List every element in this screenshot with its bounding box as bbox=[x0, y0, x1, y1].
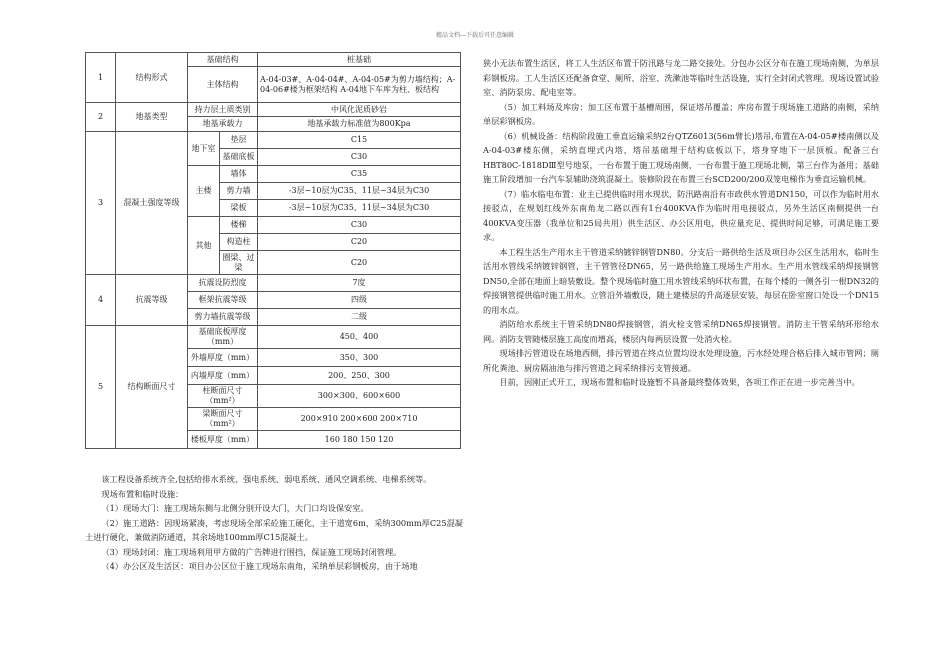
item-label: 基础底板厚度（mm） bbox=[188, 326, 258, 349]
item-value: C35 bbox=[258, 166, 461, 183]
item-label: 抗震设防烈度 bbox=[188, 275, 258, 292]
paragraph: （1）现场大门：施工现场东侧与北侧分别开设大门，大门口均设保安室。 bbox=[101, 503, 369, 513]
item-value: C15 bbox=[258, 132, 461, 149]
item-value: 地基承载力标准值为800Kpa bbox=[258, 117, 461, 132]
paragraph: 目前，因刚正式开工，现场布置和临时设施暂不具备最终整体效果，各项工作正在进一步完善当中。 bbox=[499, 377, 860, 387]
left-column-text bbox=[85, 472, 463, 574]
project-overview-table bbox=[85, 52, 461, 449]
item-label: 外墙厚度（mm） bbox=[188, 349, 258, 367]
table-row bbox=[86, 275, 461, 292]
item-label: 基础结构 bbox=[188, 53, 258, 67]
category-cell: 混凝土强度等级 bbox=[116, 132, 188, 275]
paragraph: 狭小无法布置生活区，将工人生活区布置于防汛路与龙二路交接处。分包办公区分布在施工现场南侧，为单层彩钢板房。工人生活区还配备食堂、厕所、浴室、洗漱池等临时生活设施，实行全封闭式管理。现场设置试验室、消防泵房、配电室等。 bbox=[483, 58, 879, 97]
row-number: 2 bbox=[86, 103, 116, 132]
item-label: 主体结构 bbox=[188, 67, 258, 103]
item-value: C30 bbox=[258, 149, 461, 166]
item-label: 梁断面尺寸（mm²） bbox=[188, 408, 258, 431]
item-value: A-04-03#、A-04-04#、A-04-05#为剪力墙结构；A-04-06#楼为框架结构 A-04地下车库为柱、板结构 bbox=[258, 67, 461, 103]
table-row bbox=[86, 53, 461, 67]
table-row bbox=[86, 326, 461, 349]
paragraph: （5）加工料场及库房：加工区布置于基槽周围，保证塔吊覆盖；库房布置于现场施工道路的南侧，采纳单层彩钢板房。 bbox=[483, 101, 879, 126]
category-cell: 抗震等级 bbox=[116, 275, 188, 326]
category-cell: 结构形式 bbox=[116, 53, 188, 103]
item-label: 楼板厚度（mm） bbox=[188, 431, 258, 449]
item-label: 剪力墙抗震等级 bbox=[188, 309, 258, 326]
paragraph: （4）办公区及生活区：项目办公区位于施工现场东南角，采纳单层彩钢板房，由于场地 bbox=[101, 561, 418, 571]
paragraph: 现场布置和临时设施： bbox=[101, 488, 184, 499]
paragraph: （6）机械设备：结构阶段施工垂直运输采纳2台QTZ6013(56m臂长)塔吊,布置在A-04-05#楼南侧以及A-04-03#楼东侧，采纳直埋式内塔，塔吊基础埋于结构底板以下，塔身穿地下一层顶板。配备三台HBT80C-1818DⅢ型号地泵，一台布置于施工现场南侧，一台布置于施工现场北侧，第三台作为备用；基础施工阶段增加一台汽车泵辅助浇筑混凝土。装修阶段在布置三台SCD200/200双笼电梯作为垂直运输机械。 bbox=[483, 130, 879, 184]
item-value: 二级 bbox=[258, 309, 461, 326]
item-value: 桩基础 bbox=[258, 53, 461, 67]
page-header: 精品文档---下载后可任意编辑 bbox=[435, 32, 515, 39]
paragraph: （3）现场封闭：施工现场利用甲方做的广告牌进行围挡，保证施工现场封闭管理。 bbox=[101, 546, 402, 557]
paragraph: （2）施工道路：因现场紧凑，考虑现场全部采砼施工硬化，主干道宽6m，采纳300mm厚C25混凝土进行硬化，兼做消防通道，其余场地100mm厚C15混凝土。 bbox=[85, 517, 463, 542]
paragraph: 消防给水系统主干管采纳DN80焊接钢管，消火栓支管采纳DN65焊接钢管。消防主干管采纳环形给水网。消防支管随楼层施工高度而增高，楼层内每两层设置一处消火栓。 bbox=[483, 319, 879, 344]
row-number: 5 bbox=[86, 326, 116, 449]
item-label: 柱断面尺寸（mm²） bbox=[188, 385, 258, 408]
item-value: 200×910 200×600 200×710 bbox=[258, 408, 461, 431]
row-number: 3 bbox=[86, 132, 116, 275]
group-label: 其他 bbox=[188, 217, 220, 275]
item-label: 框架抗震等级 bbox=[188, 292, 258, 309]
item-label: 地基承载力 bbox=[188, 117, 258, 132]
item-value: 160 180 150 120 bbox=[258, 431, 461, 449]
item-label: 构造柱 bbox=[220, 234, 258, 251]
group-label: 地下室 bbox=[188, 132, 220, 166]
category-cell: 地基类型 bbox=[116, 103, 188, 132]
table-row bbox=[86, 132, 461, 149]
item-label: 梁板 bbox=[220, 200, 258, 217]
item-value: -3层~10层为C35、11层~34层为C30 bbox=[258, 183, 461, 200]
item-label: 持力层土质类别 bbox=[188, 103, 258, 117]
item-value: 7度 bbox=[258, 275, 461, 292]
item-label: 楼梯 bbox=[220, 217, 258, 234]
item-value: 300×300、600×600 bbox=[258, 385, 461, 408]
paragraph: 现场排污管道设在场地西侧，排污管道在终点位置均设水处理设施，污水经处理合格后排入城市管网；厕所化粪池、厨房隔油池与排污管道之间采纳排污支管接通。 bbox=[483, 348, 879, 373]
item-value: 350、300 bbox=[258, 349, 461, 367]
item-label: 圈梁、过梁 bbox=[220, 251, 258, 275]
item-value: C20 bbox=[258, 234, 461, 251]
item-value: C30 bbox=[258, 217, 461, 234]
item-value: C20 bbox=[258, 251, 461, 275]
item-value: 450、400 bbox=[258, 326, 461, 349]
item-label: 内墙厚度（mm） bbox=[188, 367, 258, 385]
row-number: 1 bbox=[86, 53, 116, 103]
category-cell: 结构断面尺寸 bbox=[116, 326, 188, 449]
right-column-text bbox=[483, 56, 879, 390]
item-label: 墙体 bbox=[220, 166, 258, 183]
item-value: 四级 bbox=[258, 292, 461, 309]
item-label: 基础底板 bbox=[220, 149, 258, 166]
paragraph: 该工程设备系统齐全,包括给排水系统、强电系统、弱电系统、通风空调系统、电梯系统等。 bbox=[101, 474, 432, 484]
item-value: 200、250、300 bbox=[258, 367, 461, 385]
item-value: 中风化泥质砂岩 bbox=[258, 103, 461, 117]
paragraph: （7）临水临电布置：业主已提供临时用水现状，防汛路南沿有市政供水管道DN150，可以作为临时用水接驳点，在规划红线外东南角龙二路以西有1台400KVA作为临时用电接驳点，另外生活区南侧提供一台400KVA变压器（我单位和25局共用）供生活区、办公区用电，供应量充足、提供时间足够，可满足施工要求。 bbox=[483, 188, 879, 242]
group-label: 主楼 bbox=[188, 166, 220, 217]
paragraph: 本工程生活生产用水主干管道采纳镀锌钢管DN80。分支后一路供给生活及项目办公区生活用水，临时生活用水管线采纳镀锌钢管，主干管管径DN65，另一路供给施工现场生产用水。生产用水管线采纳焊接钢管DN50,全部在地面上暗装敷设。整个现场临时施工用水管线采纳环状布置，在每个楼的一侧各引一根DN32的焊接钢管提供临时施工用水。立管沿外墙敷设，随土建楼层的升高逐层安装，每层在卧室窗口处设一个DN15的用水点。 bbox=[483, 246, 879, 315]
item-label: 剪力墙 bbox=[220, 183, 258, 200]
row-number: 4 bbox=[86, 275, 116, 326]
item-label: 垫层 bbox=[220, 132, 258, 149]
item-value: -3层~10层为C35、11层~34层为C30 bbox=[258, 200, 461, 217]
table-row bbox=[86, 103, 461, 117]
